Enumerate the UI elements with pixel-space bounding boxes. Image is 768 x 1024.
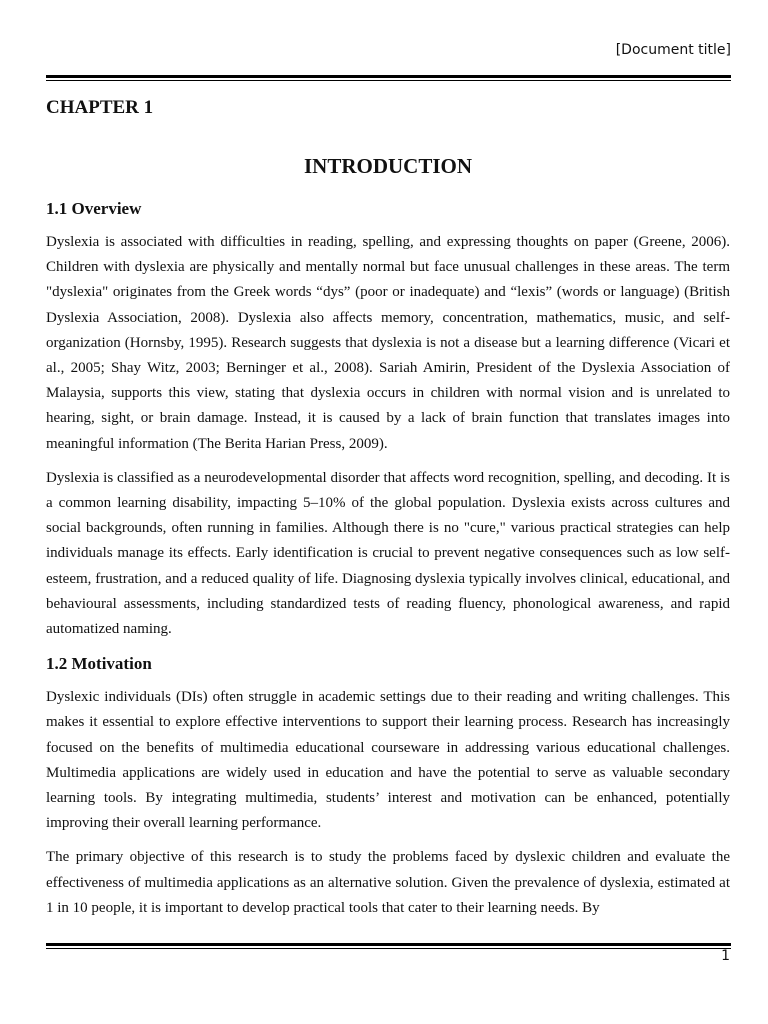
chapter-label: CHAPTER 1 <box>46 97 154 118</box>
paragraph-motivation-1: Dyslexic individuals (DIs) often struggle in academic settings due to their reading and writing challenges. This makes it essential to explore effective interventions to support their learning process. Research has increasingly focused on the benefits of multimedia educational courseware in addressing various educational challenges. Multimedia applications are widely used in education and have the potential to serve as valuable secondary learning tools. By integrating multimedia, students’ interest and motivation can be enhanced, potentially improving their overall learning performance. <box>46 689 730 832</box>
document-title-header: [Document title] <box>615 42 731 58</box>
section-heading-motivation: 1.2 Motivation <box>46 654 152 674</box>
footer-divider-thin <box>46 948 731 949</box>
paragraph-overview-2: Dyslexia is classified as a neurodevelopmental disorder that affects word recognition, spelling, and decoding. It is a common learning disability, impacting 5–10% of the global population. Dyslexia exists across cultures and social backgrounds, often running in families. Although there is no "cure," various practical strategies can help individuals manage its effects. Early identification is crucial to prevent negative consequences such as low self-esteem, frustration, and a reduced quality of life. Diagnosing dyslexia typically involves clinical, educational, and behavioural assessments, including standardized tests of reading fluency, phonological awareness, and rapid automatized naming. <box>46 469 730 638</box>
paragraph-motivation-2: The primary objective of this research is to study the problems faced by dyslexic children and evaluate the effectiveness of multimedia applications as an alternative solution. Given the prevalence of dyslexia, estimated at 1 in 10 people, it is important to develop practical tools that cater to their learning needs. By <box>46 849 730 916</box>
page-number: 1 <box>721 948 730 964</box>
section-heading-overview: 1.1 Overview <box>46 199 142 218</box>
page-body <box>46 95 730 921</box>
chapter-title: INTRODUCTION <box>303 154 473 178</box>
footer-divider <box>46 943 731 949</box>
footer-divider-thick <box>46 943 731 946</box>
paragraph-overview-1: Dyslexia is associated with difficulties in reading, spelling, and expressing thoughts on paper (Greene, 2006). Children with dyslexia are physically and mentally normal but face unusual challenges in these areas. The term "dyslexia" originates from the Greek words “dys” (poor or inadequate) and “lexis” (words or language) (British Dyslexia Association, 2008). Dyslexia also affects memory, concentration, mathematics, music, and self-organization (Hornsby, 1995). Research suggests that dyslexia is not a disease but a learning difference (Vicari et al., 2005; Shay Witz, 2003; Berninger et al., 2008). Sariah Amirin, President of the Dyslexia Association of Malaysia, supports this view, stating that dyslexia occurs in children with normal vision and is unrelated to hearing, sight, or brain damage. Instead, it is caused by a lack of brain function that translates images into meaningful information (The Berita Harian Press, 2009). <box>46 234 730 452</box>
